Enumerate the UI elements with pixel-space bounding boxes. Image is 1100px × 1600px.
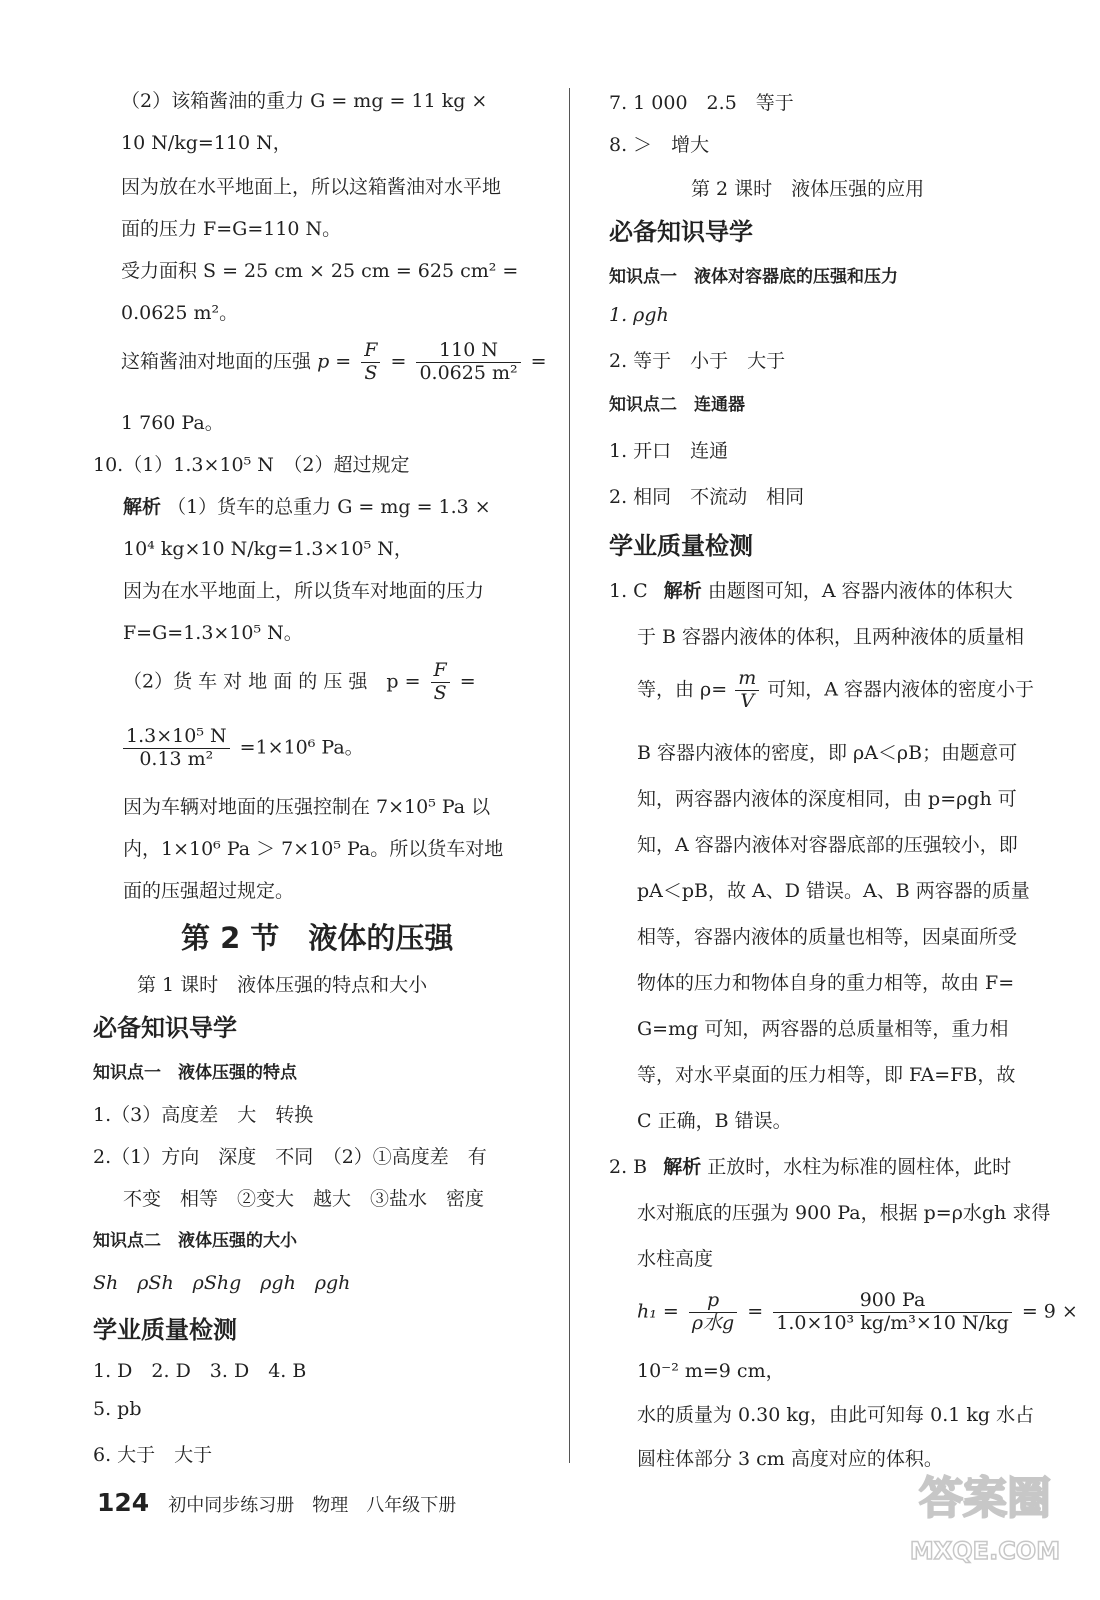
- page-footer: [97, 1488, 456, 1517]
- knowledge-point-heading: 知识点一 液体压强的特点: [93, 1063, 297, 1083]
- knowledge-point-heading: 知识点二 液体压强的大小: [93, 1231, 297, 1251]
- fraction-numerator: 900 Pa: [773, 1290, 1012, 1313]
- analysis-line: 知，A 容器内液体对容器底部的压强较小，即: [637, 834, 1018, 856]
- fraction-numerator: 110 N: [416, 340, 520, 363]
- heading-guide: 必备知识导学: [93, 1014, 237, 1042]
- fraction-numerator: p: [689, 1290, 737, 1313]
- analysis-line: G=mg 可知，两容器的总质量相等，重力相: [637, 1018, 1009, 1040]
- analysis-text: 由题图可知，A 容器内液体的体积大: [707, 580, 1013, 602]
- analysis-line: C 正确，B 错误。: [637, 1110, 792, 1132]
- analysis-line: 相等，容器内液体的质量也相等，因桌面所受: [637, 926, 1018, 948]
- formula-line: [123, 660, 476, 705]
- analysis-line: 10⁴ kg×10 N/kg=1.3×10⁵ N，: [123, 538, 413, 560]
- analysis-label: 解析: [663, 1156, 702, 1178]
- formula-text: 这箱酱油对地面的压强: [121, 350, 312, 373]
- fraction-denominator: S: [433, 681, 447, 704]
- analysis-line: 因为车辆对地面的压强控制在 7×10⁵ Pa 以: [123, 796, 491, 818]
- answer-line: 1. D 2. D 3. D 4. B: [93, 1360, 307, 1382]
- question-1: [609, 576, 1013, 603]
- analysis-line: 知，两容器内液体的深度相同，由 p=ρgh 可: [637, 788, 1017, 810]
- formula-symbol: h₁ =: [637, 1300, 679, 1323]
- section-title: 第 2 节 液体的压强: [181, 921, 454, 955]
- analysis-line: [123, 492, 491, 519]
- fraction: [773, 1290, 1012, 1335]
- formula-text: =1×10⁶ Pa。: [239, 736, 364, 759]
- fraction-denominator: S: [364, 361, 378, 384]
- answer-line: 7. 1 000 2.5 等于: [609, 92, 794, 114]
- analysis-line: pA＜pB，故 A、D 错误。A、B 两容器的质量: [637, 880, 1030, 902]
- answer-line: 2. 相同 不流动 相同: [609, 486, 805, 508]
- analysis-line: 水对瓶底的压强为 900 Pa，根据 p=ρ水gh 求得: [637, 1202, 1051, 1224]
- fraction-denominator: 1.0×10³ kg/m³×10 N/kg: [776, 1311, 1009, 1334]
- lesson-title: 第 2 课时 液体压强的应用: [691, 178, 925, 200]
- answer-line: 1.（3）高度差 大 转换: [93, 1104, 314, 1126]
- analysis-line: 面的压强超过规定。: [123, 880, 295, 902]
- analysis-line: 水柱高度: [637, 1248, 714, 1270]
- formula-symbol: p =: [317, 350, 352, 373]
- fraction-denominator: 0.13 m²: [139, 747, 214, 770]
- watermark-site: MXQE.COM: [909, 1537, 1061, 1565]
- book-title: 初中同步练习册 物理 八年级下册: [168, 1495, 457, 1516]
- fraction: [416, 340, 520, 385]
- analysis-label: 解析: [123, 496, 162, 518]
- answer-choice: 1. C: [609, 580, 648, 602]
- analysis-line: 圆柱体部分 3 cm 高度对应的体积。: [637, 1448, 943, 1470]
- fraction: [735, 668, 759, 713]
- answer-line: 1 760 Pa。: [121, 412, 224, 434]
- equals-sign: =: [459, 670, 476, 693]
- fraction: [123, 726, 230, 771]
- formula-line: [637, 668, 1034, 713]
- answer-line: 10 N/kg=110 N，: [121, 132, 292, 154]
- fraction: [689, 1290, 737, 1335]
- answer-line: 面的压力 F=G=110 N。: [121, 218, 342, 240]
- heading-check: 学业质量检测: [93, 1316, 237, 1344]
- analysis-line: B 容器内液体的密度，即 ρA＜ρB；由题意可: [637, 742, 1018, 764]
- fraction-numerator: 1.3×10⁵ N: [123, 726, 230, 749]
- analysis-line: F=G=1.3×10⁵ N。: [123, 622, 303, 644]
- analysis-line: 10⁻² m=9 cm，: [637, 1360, 785, 1382]
- answer-line: 0.0625 m²。: [121, 302, 239, 324]
- fraction-denominator: 0.0625 m²: [419, 361, 518, 384]
- answer-line: 8. ＞ 增大: [609, 134, 710, 156]
- formula-text: = 9 ×: [1021, 1300, 1078, 1323]
- analysis-line: 于 B 容器内液体的体积，且两种液体的质量相: [637, 626, 1025, 648]
- fraction-denominator: V: [740, 689, 755, 712]
- answer-line: 受力面积 S = 25 cm × 25 cm = 625 cm² =: [121, 260, 519, 282]
- heading-guide: 必备知识导学: [609, 218, 753, 246]
- answer-line: 1. 开口 连通: [609, 440, 729, 462]
- analysis-line: 内，1×10⁶ Pa ＞ 7×10⁵ Pa。所以货车对地: [123, 838, 504, 860]
- formula-text: 等，由 ρ=: [637, 678, 728, 701]
- answer-line: 不变 相等 ②变大 越大 ③盐水 密度: [123, 1188, 485, 1210]
- answer-choice: 2. B: [609, 1156, 648, 1178]
- analysis-line: 等，对水平桌面的压力相等，即 FA=FB，故: [637, 1064, 1016, 1086]
- knowledge-point-heading: 知识点一 液体对容器底的压强和压力: [609, 267, 898, 287]
- equals-sign: =: [747, 1300, 764, 1323]
- watermark-logo: [905, 1455, 1065, 1575]
- answer-line: （2）该箱酱油的重力 G = mg = 11 kg ×: [121, 90, 488, 112]
- question-2: [609, 1152, 1011, 1179]
- answer-line: 5. pb: [93, 1398, 142, 1420]
- formula-line: [121, 340, 547, 385]
- lesson-title: 第 1 课时 液体压强的特点和大小: [137, 974, 428, 996]
- analysis-line: 水的质量为 0.30 kg，由此可知每 0.1 kg 水占: [637, 1404, 1035, 1426]
- equals-sign: =: [530, 350, 547, 373]
- analysis-text: （1）货车的总重力 G = mg = 1.3 ×: [167, 496, 491, 518]
- fraction: [431, 660, 450, 705]
- question-10: 10.（1）1.3×10⁵ N （2）超过规定: [93, 454, 410, 476]
- fraction-numerator: m: [735, 668, 759, 691]
- heading-check: 学业质量检测: [609, 532, 753, 560]
- fraction-numerator: F: [361, 340, 380, 363]
- page-number: 124: [97, 1488, 150, 1517]
- answer-line: 2. 等于 小于 大于: [609, 350, 786, 372]
- fraction: [361, 340, 380, 385]
- analysis-line: 物体的压力和物体自身的重力相等，故由 F=: [637, 972, 1015, 994]
- formula-line: [637, 1290, 1078, 1335]
- answer-line: 2.（1）方向 深度 不同 （2）①高度差 有: [93, 1146, 487, 1168]
- answer-line: 因为放在水平地面上，所以这箱酱油对水平地: [121, 176, 502, 198]
- analysis-label: 解析: [663, 580, 702, 602]
- analysis-text: 正放时，水柱为标准的圆柱体，此时: [707, 1156, 1012, 1178]
- column-divider: [569, 88, 570, 1463]
- equals-sign: =: [390, 350, 407, 373]
- answer-line: 1. ρgh: [609, 304, 669, 326]
- analysis-line: 因为在水平地面上，所以货车对地面的压力: [123, 580, 485, 602]
- formula-text: （2）货 车 对 地 面 的 压 强 p =: [123, 670, 421, 693]
- knowledge-point-heading: 知识点二 连通器: [609, 395, 745, 415]
- formula-line: [123, 726, 364, 771]
- answer-line: Sh ρSh ρShg ρgh ρgh: [93, 1272, 351, 1294]
- fraction-denominator: ρ水g: [691, 1311, 735, 1334]
- fraction-numerator: F: [431, 660, 450, 683]
- watermark-text: 答案圈: [919, 1473, 1051, 1524]
- answer-line: 6. 大于 大于: [93, 1444, 213, 1466]
- formula-text: 可知，A 容器内液体的密度小于: [767, 678, 1035, 701]
